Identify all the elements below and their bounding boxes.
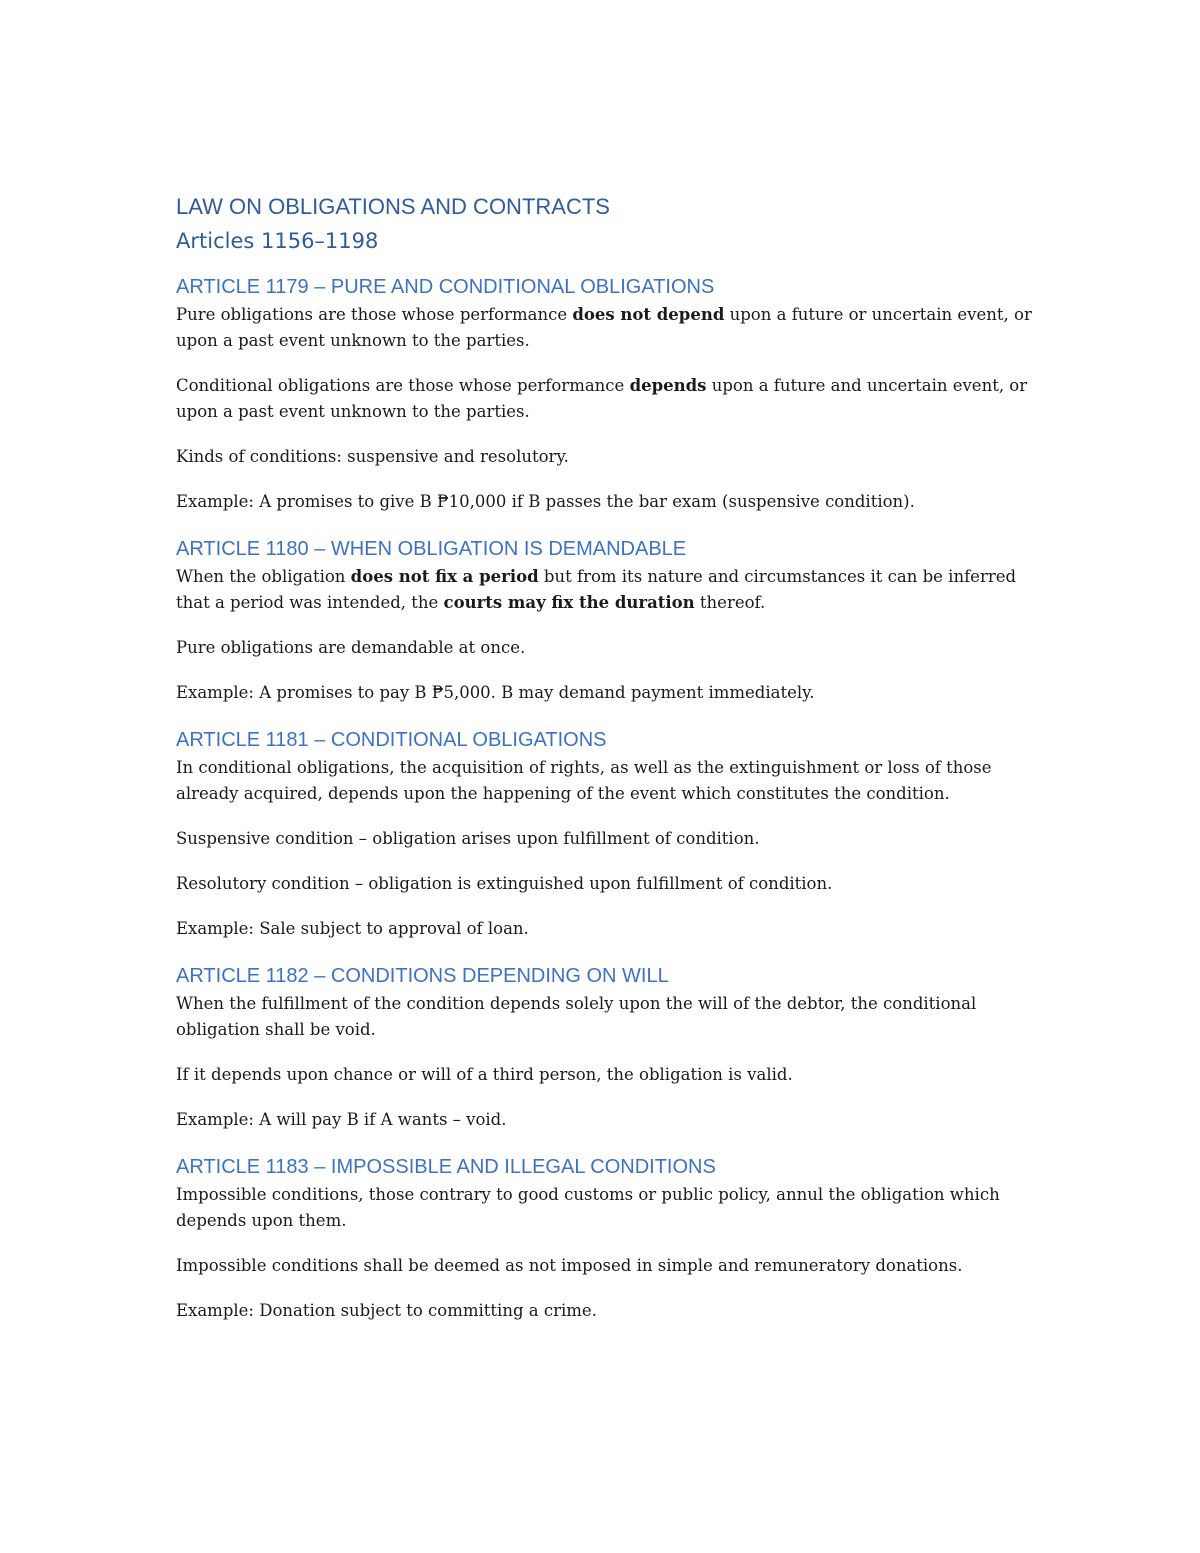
article-section	[176, 725, 1036, 942]
emphasized-text: does not fix a period	[350, 567, 539, 586]
article-paragraph	[176, 1298, 1036, 1324]
paragraph-text: Pure obligations are demandable at once.	[176, 638, 526, 657]
paragraph-text: Example: Donation subject to committing a crime.	[176, 1301, 597, 1320]
article-paragraph	[176, 680, 1036, 706]
document-title: LAW ON OBLIGATIONS AND CONTRACTS	[176, 194, 610, 219]
paragraph-text: Example: A promises to pay B ₱5,000. B may demand payment immediately.	[176, 683, 815, 702]
article-paragraph	[176, 1107, 1036, 1133]
article-section	[176, 272, 1036, 515]
emphasized-text: does not depend	[572, 305, 725, 324]
article-section	[176, 961, 1036, 1133]
paragraph-text: If it depends upon chance or will of a third person, the obligation is valid.	[176, 1065, 793, 1084]
paragraph-text: When the fulfillment of the condition depends solely upon the will of the debtor, the conditional obligation shall be void.	[176, 994, 977, 1039]
emphasized-text: depends	[629, 376, 707, 395]
paragraph-text: Conditional obligations are those whose performance	[176, 376, 630, 395]
articles-list	[176, 272, 1036, 1324]
paragraph-text: Kinds of conditions: suspensive and resolutory.	[176, 447, 569, 466]
paragraph-text: When the obligation	[176, 567, 351, 586]
article-heading: ARTICLE 1182 – CONDITIONS DEPENDING ON WILL	[176, 965, 669, 987]
article-section	[176, 1152, 1036, 1324]
document-page	[176, 190, 1036, 1343]
paragraph-text: Pure obligations are those whose performance	[176, 305, 573, 324]
paragraph-text: Example: A promises to give B ₱10,000 if B passes the bar exam (suspensive condition).	[176, 492, 915, 511]
paragraph-text: Impossible conditions shall be deemed as not imposed in simple and remuneratory donations.	[176, 1256, 963, 1275]
article-paragraph	[176, 916, 1036, 942]
paragraph-text: Example: A will pay B if A wants – void.	[176, 1110, 507, 1129]
article-paragraph	[176, 444, 1036, 470]
article-paragraph	[176, 755, 1036, 807]
emphasized-text: courts may fix the duration	[443, 593, 695, 612]
article-paragraph	[176, 991, 1036, 1043]
article-paragraph	[176, 373, 1036, 425]
document-subtitle: Articles 1156–1198	[176, 229, 379, 253]
article-paragraph	[176, 302, 1036, 354]
paragraph-text: Example: Sale subject to approval of loan.	[176, 919, 529, 938]
paragraph-text: Impossible conditions, those contrary to good customs or public policy, annul the obligation which depends upon them.	[176, 1185, 1000, 1230]
article-paragraph	[176, 1253, 1036, 1279]
article-heading: ARTICLE 1179 – PURE AND CONDITIONAL OBLIGATIONS	[176, 276, 715, 298]
paragraph-text: Resolutory condition – obligation is extinguished upon fulfillment of condition.	[176, 874, 833, 893]
paragraph-text: upon a future or uncertain event, or upon a past event unknown to the parties.	[176, 305, 1032, 350]
paragraph-text: but from its nature and circumstances it can be inferred that a period was intended, the	[176, 567, 1017, 612]
article-heading: ARTICLE 1183 – IMPOSSIBLE AND ILLEGAL CONDITIONS	[176, 1156, 716, 1178]
article-paragraph	[176, 635, 1036, 661]
article-heading: ARTICLE 1181 – CONDITIONAL OBLIGATIONS	[176, 729, 607, 751]
article-paragraph	[176, 1182, 1036, 1234]
paragraph-text: thereof.	[694, 593, 766, 612]
article-paragraph	[176, 871, 1036, 897]
article-paragraph	[176, 564, 1036, 616]
article-paragraph	[176, 489, 1036, 515]
paragraph-text: In conditional obligations, the acquisition of rights, as well as the extinguishment or loss of those already acquired, depends upon the happening of the event which constitutes the condition.	[176, 758, 992, 803]
article-paragraph	[176, 826, 1036, 852]
article-heading: ARTICLE 1180 – WHEN OBLIGATION IS DEMANDABLE	[176, 538, 687, 560]
article-paragraph	[176, 1062, 1036, 1088]
paragraph-text: Suspensive condition – obligation arises upon fulfillment of condition.	[176, 829, 760, 848]
paragraph-text: upon a future and uncertain event, or upon a past event unknown to the parties.	[176, 376, 1028, 421]
article-section	[176, 534, 1036, 706]
